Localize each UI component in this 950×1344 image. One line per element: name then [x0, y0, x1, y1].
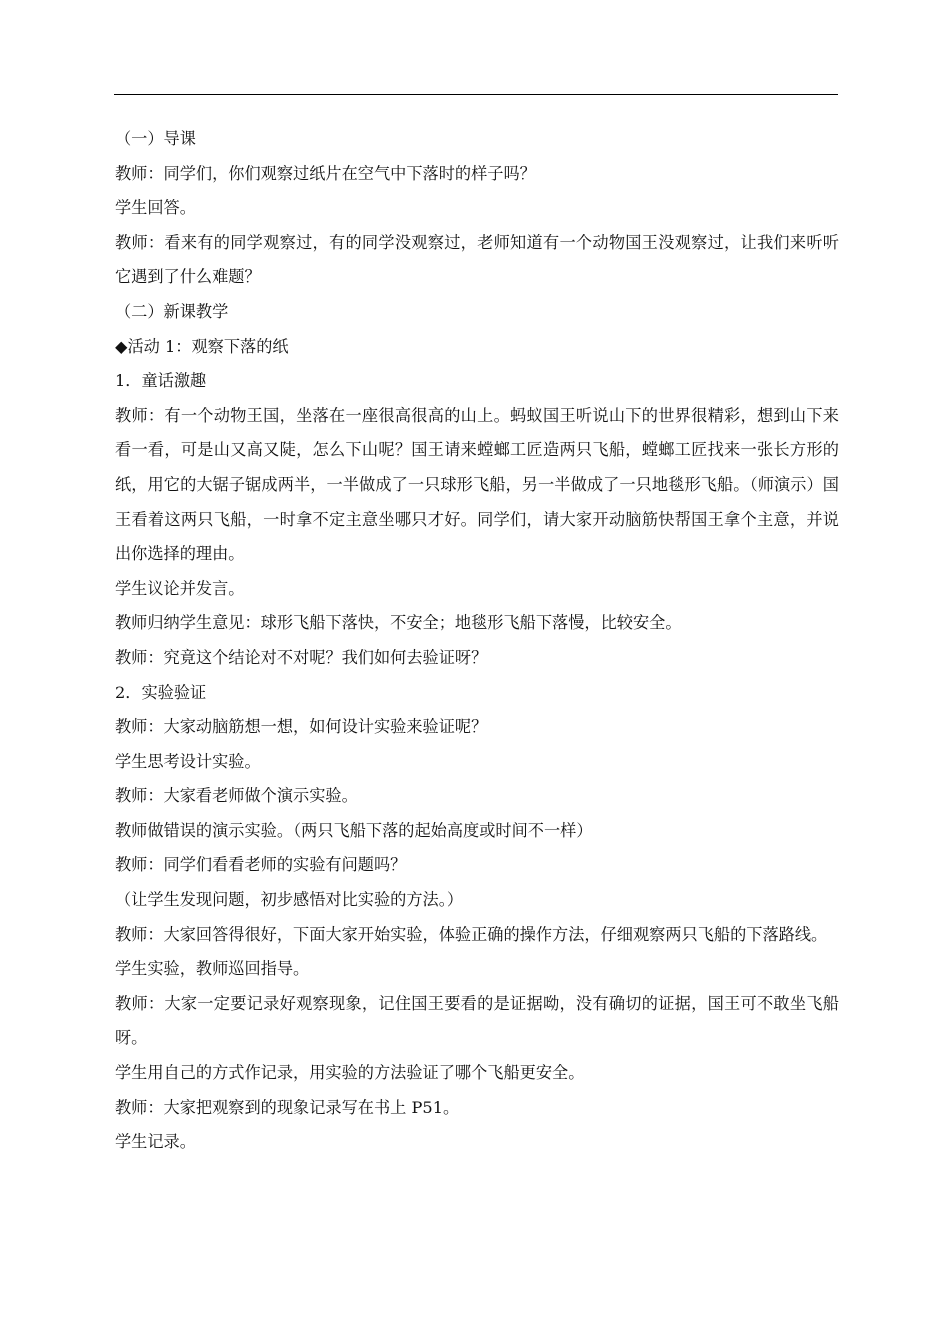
paragraph: 教师：大家回答得很好，下面大家开始实验，体验正确的操作方法，仔细观察两只飞船的下落路线。 [115, 924, 828, 944]
paragraph: 教师做错误的演示实验。（两只飞船下落的起始高度或时间不一样） [115, 820, 593, 840]
header-rule [114, 94, 838, 95]
paragraph: 学生议论并发言。 [115, 578, 245, 598]
section-heading-intro: （一）导课 [115, 129, 196, 148]
paragraph: 教师：究竟这个结论对不对呢？我们如何去验证呀？ [115, 647, 488, 667]
paragraph: 教师：大家把观察到的现象记录写在书上 P51。 [115, 1097, 460, 1117]
section-heading-new-lesson: （二）新课教学 [115, 301, 229, 321]
paragraph: 教师：大家动脑筋想一想，如何设计实验来验证呢？ [115, 717, 488, 737]
paragraph: 教师：同学们看看老师的实验有问题吗？ [115, 855, 407, 875]
paragraph: 学生实验，教师巡回指导。 [115, 959, 310, 979]
paragraph: 教师：大家一定要记录好观察现象，记住国王要看的是证据呦，没有确切的证据，国王可不敢坐飞船呀。 [115, 993, 839, 1048]
paragraph: 学生用自己的方式作记录，用实验的方法验证了哪个飞船更安全。 [115, 1063, 585, 1083]
document-body [115, 122, 839, 1160]
paragraph: 教师：同学们，你们观察过纸片在空气中下落时的样子吗？ [115, 163, 536, 183]
activity-heading: ◆活动 1：观察下落的纸 [115, 336, 289, 356]
paragraph: 学生记录。 [115, 1132, 196, 1152]
paragraph: （让学生发现问题，初步感悟对比实验的方法。） [115, 890, 464, 910]
subheading: 1．童话激趣 [115, 371, 207, 391]
paragraph: 学生回答。 [115, 198, 196, 218]
paragraph: 教师归纳学生意见：球形飞船下落快，不安全；地毯形飞船下落慢，比较安全。 [115, 613, 682, 633]
subheading: 2．实验验证 [115, 682, 207, 702]
paragraph: 教师：大家看老师做个演示实验。 [115, 786, 358, 806]
paragraph: 教师：看来有的同学观察过，有的同学没观察过，老师知道有一个动物国王没观察过，让我们来听听它遇到了什么难题？ [115, 232, 839, 287]
paragraph: 学生思考设计实验。 [115, 751, 261, 771]
paragraph: 教师：有一个动物王国，坐落在一座很高很高的山上。蚂蚁国王听说山下的世界很精彩，想到山下来看一看，可是山又高又陡，怎么下山呢？国王请来螳螂工匠造两只飞船，螳螂工匠找来一张长方形的纸，用它的大锯子锯成两半，一半做成了一只球形飞船，另一半做成了一只地毯形飞船。（师演示）国王看着这两只飞船，一时拿不定主意坐哪只才好。同学们，请大家开动脑筋快帮国王拿个主意，并说出你选择的理由。 [115, 405, 839, 564]
